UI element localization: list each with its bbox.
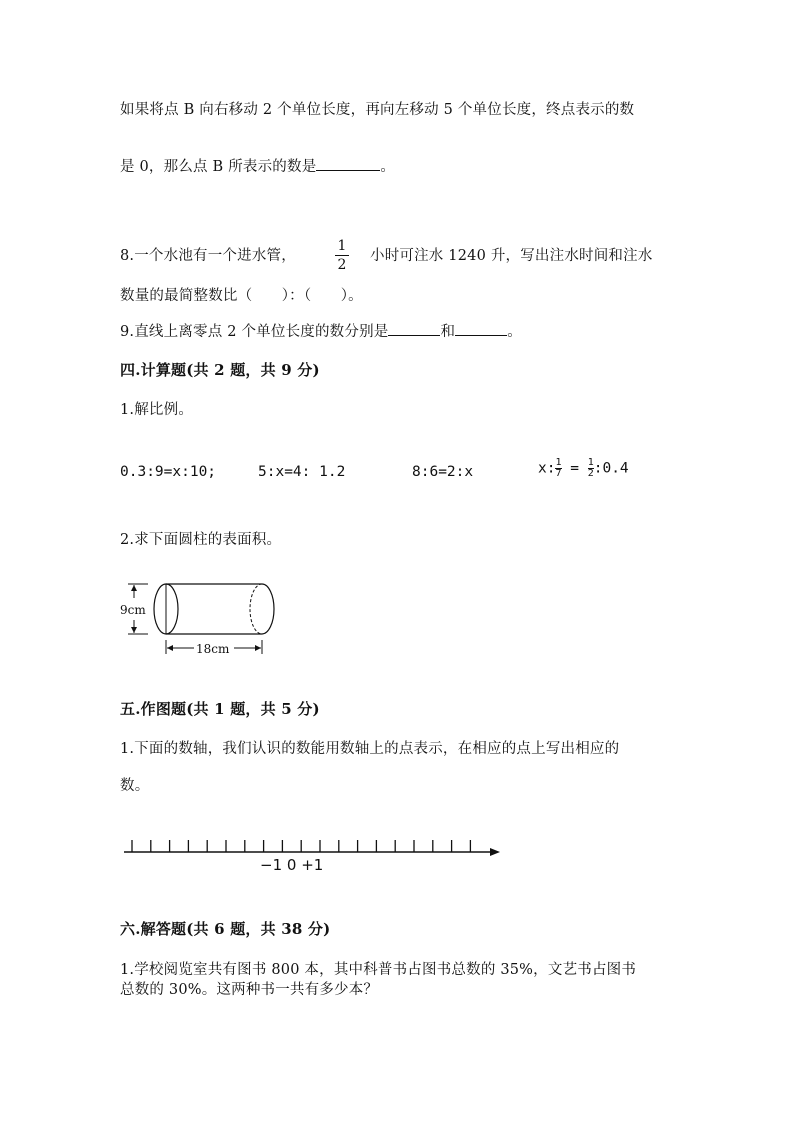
question-b-line1: 如果将点 B 向右移动 2 个单位长度，再向左移动 5 个单位长度，终点表示的数 <box>120 102 635 118</box>
equals-sign: = <box>570 460 579 477</box>
question-b-end: 。 <box>380 159 396 175</box>
fraction-denominator: 7 <box>555 468 562 479</box>
answer-blank <box>388 321 440 336</box>
question-9-end: 。 <box>507 324 522 340</box>
fraction-denominator: 2 <box>587 468 594 479</box>
proportion-4-end: :0.4 <box>593 460 629 477</box>
question-9 <box>120 320 522 341</box>
height-arrow-head-up <box>131 585 137 591</box>
question-b-line2 <box>120 155 395 176</box>
number-line-arrow-icon <box>490 848 500 856</box>
length-label: 18cm <box>196 642 230 656</box>
proportion-3: 8:6=2:x <box>412 464 474 480</box>
length-arrow-head-right <box>255 645 261 651</box>
draw-1-line1: 1.下面的数轴，我们认识的数能用数轴上的点表示，在相应的点上写出相应的 <box>120 741 620 757</box>
solve-1-line2: 总数的 30%。这两种书一共有多少本？ <box>120 982 379 998</box>
section-4-title: 四.计算题(共 2 题，共 9 分) <box>120 361 320 379</box>
number-line <box>120 834 510 874</box>
fraction-bar <box>335 255 349 256</box>
number-line-labels: −1 0 +1 <box>260 856 324 874</box>
number-line-ticks <box>132 840 470 852</box>
fraction-numerator: 1 <box>337 238 347 254</box>
question-8-post: 小时可注水 1240 升，写出注水时间和注水 <box>370 248 653 264</box>
calc-1-title: 1.解比例。 <box>120 402 194 418</box>
fraction-numerator: 1 <box>555 457 562 468</box>
cylinder-right-face-back <box>250 584 262 634</box>
question-8-line2: 数量的最简整数比（ ）：（ ）。 <box>120 288 363 304</box>
question-8-fraction <box>335 238 349 273</box>
question-9-mid: 和 <box>440 324 456 340</box>
solve-1-line1: 1.学校阅览室共有图书 800 本，其中科普书占图书总数的 35%，文艺书占图书 <box>120 962 637 978</box>
length-arrow-head-left <box>167 645 173 651</box>
fraction-one-seventh <box>555 458 561 479</box>
proportion-2: 5:x=4: 1.2 <box>258 464 346 480</box>
proportion-4 <box>538 458 629 479</box>
question-8-line1 <box>120 244 296 265</box>
proportion-4-x: x: <box>538 460 556 477</box>
question-8-pre: 8.一个水池有一个进水管， <box>120 248 296 264</box>
answer-blank <box>455 321 507 336</box>
fraction-numerator: 1 <box>587 457 594 468</box>
question-9-pre: 9.直线上离零点 2 个单位长度的数分别是 <box>120 324 389 340</box>
answer-blank <box>316 156 380 171</box>
height-label: 9cm <box>120 603 146 617</box>
section-6-title: 六.解答题(共 6 题，共 38 分) <box>120 920 331 938</box>
section-5-title: 五.作图题(共 1 题，共 5 分) <box>120 700 320 718</box>
fraction-denominator: 2 <box>337 257 347 273</box>
draw-1-line2: 数。 <box>120 778 150 794</box>
cylinder-right-face-front <box>262 584 274 634</box>
proportion-1: 0.3:9=x:10; <box>120 464 217 480</box>
calc-2-title: 2.求下面圆柱的表面积。 <box>120 532 282 548</box>
height-arrow-head-down <box>131 627 137 633</box>
question-b-text: 是 0，那么点 B 所表示的数是 <box>120 159 317 175</box>
cylinder-diagram <box>118 578 288 660</box>
